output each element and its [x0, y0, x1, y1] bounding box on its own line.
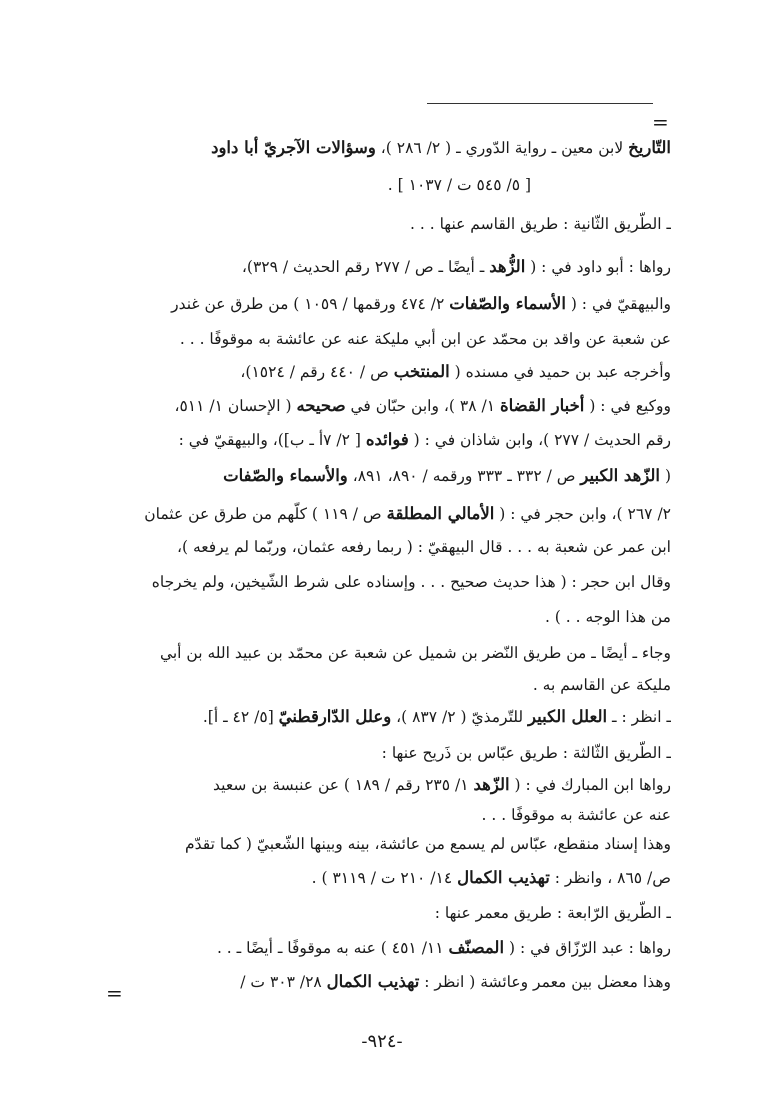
bold-title: والأسماء والصّفات [223, 466, 348, 485]
bold-title: الزّهد الكبير [580, 466, 661, 485]
text-line [0, 170, 531, 200]
text-run: ( [660, 467, 671, 485]
text-line [99, 209, 671, 239]
text-line [99, 391, 671, 421]
bold-title: العلل الكبير [528, 707, 608, 726]
text-line [99, 289, 671, 319]
text-run: ـ الطّريق الرّابعة : طريق معمر عنها : [434, 904, 671, 922]
text-line [99, 357, 671, 387]
text-run: [٥/ ٤٢ ـ أ]. [202, 708, 279, 726]
text-run: وأخرجه عبد بن حميد في مسنده ( [449, 363, 671, 381]
text-run: ـ الطّريق الثّالثة : طريق عبّاس بن ذَريح عنها : [381, 744, 671, 762]
continuation-mark-bottom: = [106, 981, 123, 1005]
text-run: ١١/ ٤٥١ ) عنه به موقوفًا ـ أيضًا ـ . . [216, 939, 449, 957]
text-run: عنه عن عائشة به موقوفًا . . . [481, 806, 671, 824]
text-run: ١/ ٣٨ )، وابن حبّان في [345, 397, 500, 415]
text-line [99, 933, 671, 963]
bold-title: أخبار القضاة [499, 396, 585, 415]
text-run: وهذا إسناد منقطع، عبّاس لم يسمع من عائشة، بينه وبينها الشّعبيّ ( كما تقدّم [185, 835, 671, 853]
text-line [99, 738, 671, 768]
text-line [99, 252, 671, 282]
text-run: ١٤/ ٢١٠ ت / ٣١١٩ ) . [311, 869, 458, 887]
page-number: -٩٢٤- [361, 1031, 403, 1052]
text-line [99, 638, 671, 668]
text-run: رواها : أبو داود في : ( [525, 258, 671, 276]
bold-title: المصنّف [448, 938, 505, 957]
bold-title: الأمالي المطلقة [386, 504, 495, 523]
text-run: والبيهقيّ في : ( [565, 295, 671, 313]
text-run: ابن عمر عن شعبة به . . . قال البيهقيّ : ( ربما رفعه عثمان، وربّما لم يرفعه )، [176, 538, 671, 556]
text-line [99, 133, 671, 163]
bold-title: المنتخب [393, 362, 450, 381]
text-run: ـ انظر : ـ [607, 708, 671, 726]
text-run: ص/ ٨٦٥ ، وانظر : [549, 869, 671, 887]
text-run: رواها ابن المبارك في : ( [509, 776, 671, 794]
text-line [99, 829, 671, 859]
bold-title: صحيحه [296, 396, 346, 415]
bold-title: وعلل الدّارقطنيّ [278, 707, 392, 726]
bold-title: فوائده [365, 430, 409, 449]
text-run: ص / ٣٣٢ ـ ٣٣٣ ورقمه / ٨٩٠، ٨٩١، [347, 467, 581, 485]
text-line [99, 532, 671, 562]
text-run: من هذا الوجه . . ) . [544, 608, 671, 626]
text-line [99, 425, 671, 455]
footnote-separator-rule [427, 103, 653, 104]
text-line [99, 863, 671, 893]
text-run: رواها : عبد الرّزّاق في : ( [504, 939, 671, 957]
bold-title: التّاريخ [628, 138, 671, 157]
text-run: ـ أيضًا ـ ص / ٢٧٧ رقم الحديث / ٣٢٩)، [241, 258, 490, 276]
text-line [99, 602, 671, 632]
text-run: ( الإحسان ١/ ٥١١، [174, 397, 297, 415]
text-run: وهذا معضل بين معمر وعائشة ( انظر : [419, 973, 671, 991]
text-line [99, 499, 671, 529]
text-run: ٢/ ٤٧٤ ورقمها / ١٠٥٩ ) من طرق عن غندر [171, 295, 450, 313]
text-line [99, 324, 671, 354]
text-line [99, 967, 671, 997]
text-run: ١/ ٢٣٥ رقم / ١٨٩ ) عن عنبسة بن سعيد [213, 776, 474, 794]
text-run: ص / ١١٩ ) كلّهم من طرق عن عثمان [144, 505, 387, 523]
text-line [99, 567, 671, 597]
continuation-mark-top: = [652, 110, 669, 134]
bold-title: تهذيب الكمال [326, 972, 420, 991]
bold-title: الزّهد [473, 775, 510, 794]
text-run: وجاء ـ أيضًا ـ من طريق النّضر بن شميل عن شعبة عن محمّد بن عبيد الله بن أبي [159, 644, 671, 662]
text-run: عن شعبة عن واقد بن محمّد عن ابن أبي مليكة عنه عن عائشة به موقوفًا . . . [179, 330, 671, 348]
bold-title: وسؤالات الآجريّ أبا داود [211, 138, 376, 157]
text-run: ص / ٤٤٠ رقم / ١٥٢٤)، [240, 363, 394, 381]
bold-title: الأسماء والصّفات [449, 294, 566, 313]
text-run: [ ٥/ ٥٤٥ ت / ١٠٣٧ ] . [387, 176, 531, 194]
text-line [99, 702, 671, 732]
text-line [99, 461, 671, 491]
text-run: [ ٢/ ٧أ ـ ب])، والبيهقيّ في : [178, 431, 366, 449]
text-run: مليكة عن القاسم به . [532, 676, 671, 694]
text-line [99, 670, 671, 700]
text-run: للتّرمذيّ ( ٢/ ٨٣٧ )، [391, 708, 529, 726]
text-line [99, 800, 671, 830]
text-run: ٢/ ٢٦٧ )، وابن حجر في : ( [494, 505, 671, 523]
text-run: ـ الطّريق الثّانية : طريق القاسم عنها . . . [410, 215, 671, 233]
text-run: لابن معين ـ رواية الدّوري ـ ( ٢/ ٢٨٦ )، [375, 139, 629, 157]
text-run: ٢٨/ ٣٠٣ ت / [240, 973, 327, 991]
bold-title: تهذيب الكمال [457, 868, 550, 887]
bold-title: الزُّهد [489, 257, 526, 276]
text-run: ووكيع في : ( [584, 397, 671, 415]
text-line [99, 898, 671, 928]
text-line [99, 770, 671, 800]
text-run: وقال ابن حجر : ( هذا حديث صحيح . . . وإسناده على شرط الشّيخين، ولم يخرجاه [151, 573, 671, 591]
text-run: رقم الحديث / ٢٧٧ )، وابن شاذان في : ( [408, 431, 671, 449]
